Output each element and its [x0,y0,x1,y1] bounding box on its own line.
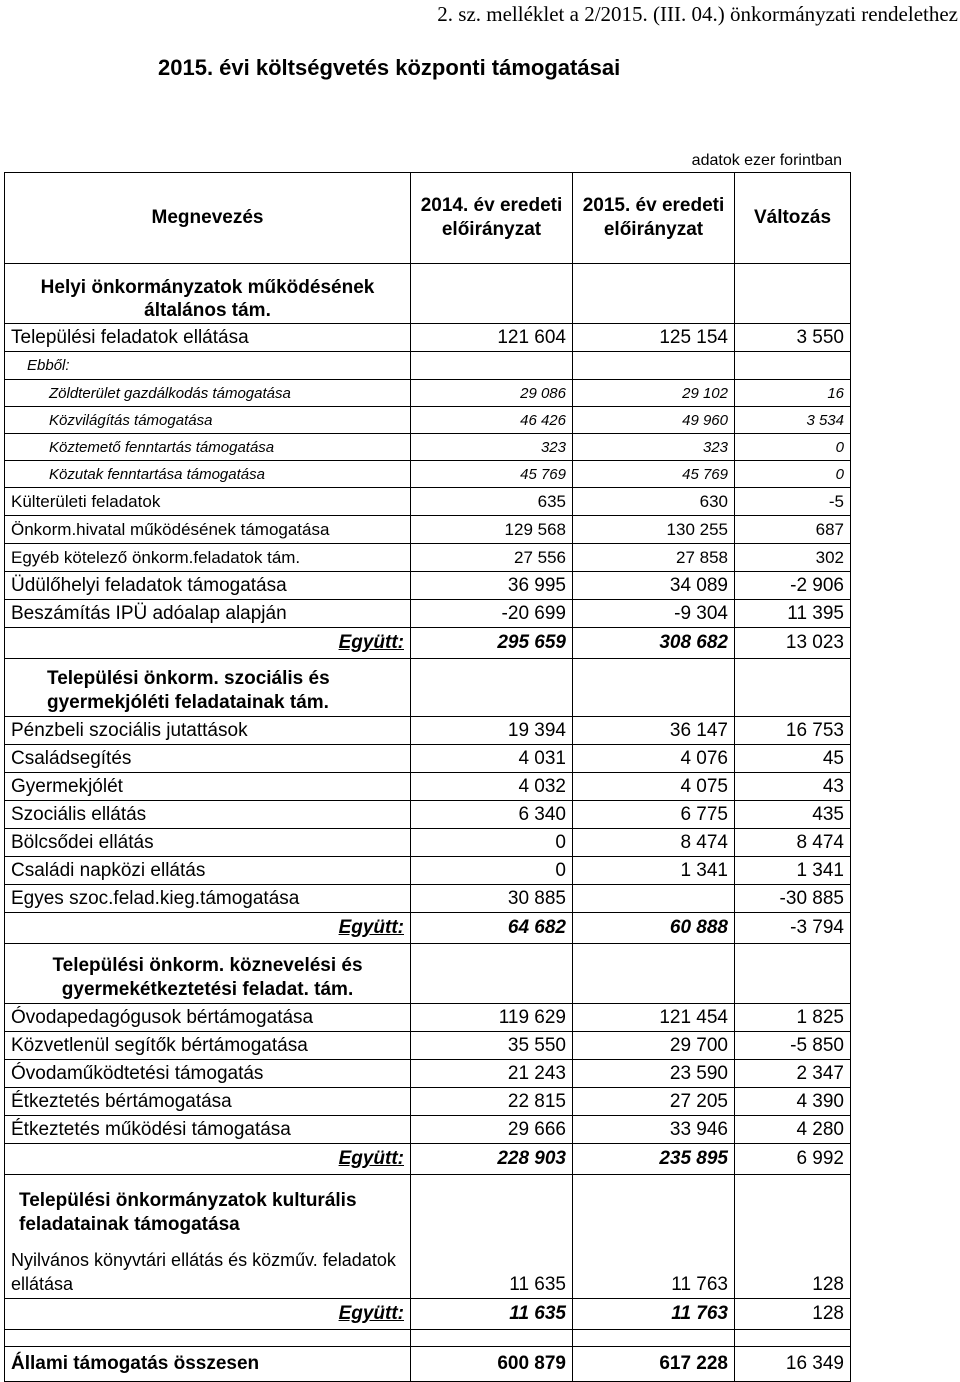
row-2014: 0 [411,857,573,885]
row-name: Étkeztetés bértámogatása [5,1088,411,1116]
row-name: Óvodapedagógusok bértámogatása [5,1004,411,1032]
row-2014: 29 666 [411,1116,573,1144]
row-2015: 1 341 [573,857,735,885]
table-row [5,1004,851,1032]
row-2015: 6 775 [573,801,735,829]
row-name: Külterületi feladatok [5,488,411,516]
row-2015: -9 304 [573,600,735,628]
row-2014: 45 769 [411,461,573,488]
row-name: Gyermekjólét [5,773,411,801]
sub-row [5,461,851,488]
row-2015: 4 075 [573,773,735,801]
unit-note: adatok ezer forintban [691,152,842,169]
row-name: Beszámítás IPÜ adóalap alapján [5,600,411,628]
section-title: Települési önkormányzatok kulturális feladatainak támogatása [5,1175,411,1239]
row-2014: 35 550 [411,1032,573,1060]
row-change: 4 280 [735,1116,851,1144]
grand-total-2015: 617 228 [573,1347,735,1382]
sum-2014: 11 635 [411,1299,573,1330]
sum-label: Együtt: [5,1144,411,1175]
row-name: Egyéb kötelező önkorm.feladatok tám. [5,544,411,572]
row-2014: 6 340 [411,801,573,829]
row-2014: 129 568 [411,516,573,544]
table-row [5,745,851,773]
sum-2015: 11 763 [573,1299,735,1330]
sum-2015: 235 895 [573,1144,735,1175]
row-2014: 4 032 [411,773,573,801]
table-row [5,773,851,801]
row-name: Szociális ellátás [5,801,411,829]
row-change: 3 550 [735,324,851,352]
table-row [5,1060,851,1088]
row-2014: 0 [411,829,573,857]
sum-label: Együtt: [5,1299,411,1330]
sum-change: 13 023 [735,628,851,659]
row-2015: 29 700 [573,1032,735,1060]
row-name: Családi napközi ellátás [5,857,411,885]
row-2014: 121 604 [411,324,573,352]
sum-2014: 228 903 [411,1144,573,1175]
row-2014: 36 995 [411,572,573,600]
ebbol-row [5,352,851,380]
row-name: Bölcsődei ellátás [5,829,411,857]
annex-note: 2. sz. melléklet a 2/2015. (III. 04.) önkormányzati rendelethez [437,2,958,26]
table-row [5,1238,851,1299]
row-change: -2 906 [735,572,851,600]
table-row [5,324,851,352]
row-2015: 125 154 [573,324,735,352]
row-change: 0 [735,461,851,488]
row-2014: 29 086 [411,380,573,407]
row-change: -5 [735,488,851,516]
row-change: 0 [735,434,851,461]
row-name: Nyilvános könyvtári ellátás és közműv. feladatok ellátása [5,1238,411,1299]
row-name: Családsegítés [5,745,411,773]
row-name: Köztemető fenntartás támogatása [5,434,411,461]
budget-table [4,172,851,1382]
row-change: 11 395 [735,600,851,628]
section-heading [5,944,851,1004]
row-2015: 49 960 [573,407,735,434]
sum-label: Együtt: [5,628,411,659]
row-name: Önkorm.hivatal működésének támogatása [5,516,411,544]
table-row [5,857,851,885]
header-2014: 2014. év eredeti előirányzat [411,173,573,264]
row-change: 3 534 [735,407,851,434]
sum-2014: 295 659 [411,628,573,659]
row-change: 43 [735,773,851,801]
row-2015: 11 763 [573,1238,735,1299]
row-2015 [573,885,735,913]
row-2014: 22 815 [411,1088,573,1116]
row-name: Közvetlenül segítők bértámogatása [5,1032,411,1060]
row-change: 128 [735,1238,851,1299]
row-2015: 29 102 [573,380,735,407]
ebbol-label: Ebből: [5,352,411,380]
row-2015: 34 089 [573,572,735,600]
row-change: 302 [735,544,851,572]
table-row [5,829,851,857]
row-change: 687 [735,516,851,544]
row-2014: 11 635 [411,1238,573,1299]
row-change: 1 825 [735,1004,851,1032]
table-row [5,1116,851,1144]
sum-2014: 64 682 [411,913,573,944]
sub-row [5,407,851,434]
row-2014: -20 699 [411,600,573,628]
grand-total-label: Állami támogatás összesen [5,1347,411,1382]
row-2015: 33 946 [573,1116,735,1144]
row-2015: 8 474 [573,829,735,857]
row-2015: 23 590 [573,1060,735,1088]
sum-row [5,1299,851,1330]
table-row [5,885,851,913]
row-2014: 119 629 [411,1004,573,1032]
document-title: 2015. évi költségvetés központi támogatásai [158,55,621,80]
header-2015: 2015. év eredeti előirányzat [573,173,735,264]
row-change: 2 347 [735,1060,851,1088]
grand-total-row [5,1347,851,1382]
row-change: 16 753 [735,717,851,745]
table-row [5,801,851,829]
row-2015: 45 769 [573,461,735,488]
row-name: Pénzbeli szociális jutattások [5,717,411,745]
row-name: Egyes szoc.felad.kieg.támogatása [5,885,411,913]
row-2015: 4 076 [573,745,735,773]
row-change: -30 885 [735,885,851,913]
row-2015: 323 [573,434,735,461]
row-name: Közvilágítás támogatása [5,407,411,434]
row-2014: 21 243 [411,1060,573,1088]
row-name: Közutak fenntartása támogatása [5,461,411,488]
sum-2015: 60 888 [573,913,735,944]
sum-2015: 308 682 [573,628,735,659]
row-2014: 19 394 [411,717,573,745]
table-row [5,717,851,745]
sum-row [5,628,851,659]
table-row [5,572,851,600]
row-change: 1 341 [735,857,851,885]
sum-change: 128 [735,1299,851,1330]
row-name: Települési feladatok ellátása [5,324,411,352]
row-2015: 121 454 [573,1004,735,1032]
sub-row [5,380,851,407]
spacer-row [5,1330,851,1347]
table-row [5,516,851,544]
section-heading [5,264,851,324]
section-title: Helyi önkormányzatok működésének általános tám. [5,264,411,324]
row-change: -5 850 [735,1032,851,1060]
row-name: Óvodaműködtetési támogatás [5,1060,411,1088]
row-2015: 36 147 [573,717,735,745]
header-change: Változás [735,173,851,264]
grand-total-change: 16 349 [735,1347,851,1382]
row-2014: 635 [411,488,573,516]
row-2014: 30 885 [411,885,573,913]
row-name: Zöldterület gazdálkodás támogatása [5,380,411,407]
table-row [5,488,851,516]
sum-change: -3 794 [735,913,851,944]
sum-row [5,913,851,944]
row-change: 4 390 [735,1088,851,1116]
row-change: 45 [735,745,851,773]
table-row [5,1088,851,1116]
row-name: Üdülőhelyi feladatok támogatása [5,572,411,600]
grand-total-2014: 600 879 [411,1347,573,1382]
row-2015: 630 [573,488,735,516]
header-name: Megnevezés [5,173,411,264]
section-heading [5,1175,851,1239]
row-2014: 4 031 [411,745,573,773]
section-title: Települési önkorm. szociális és gyermekjóléti feladatainak tám. [5,659,411,717]
sum-row [5,1144,851,1175]
section-heading [5,659,851,717]
row-2015: 130 255 [573,516,735,544]
row-2014: 46 426 [411,407,573,434]
row-change: 435 [735,801,851,829]
sum-label: Együtt: [5,913,411,944]
table-row [5,600,851,628]
sum-change: 6 992 [735,1144,851,1175]
row-2015: 27 858 [573,544,735,572]
row-2015: 27 205 [573,1088,735,1116]
section-title: Települési önkorm. köznevelési és gyermekétkeztetési feladat. tám. [5,944,411,1004]
row-2014: 323 [411,434,573,461]
row-change: 8 474 [735,829,851,857]
row-2014: 27 556 [411,544,573,572]
row-change: 16 [735,380,851,407]
table-row [5,1032,851,1060]
sub-row [5,434,851,461]
table-row [5,544,851,572]
table-header-row [5,173,851,264]
row-name: Étkeztetés működési támogatása [5,1116,411,1144]
